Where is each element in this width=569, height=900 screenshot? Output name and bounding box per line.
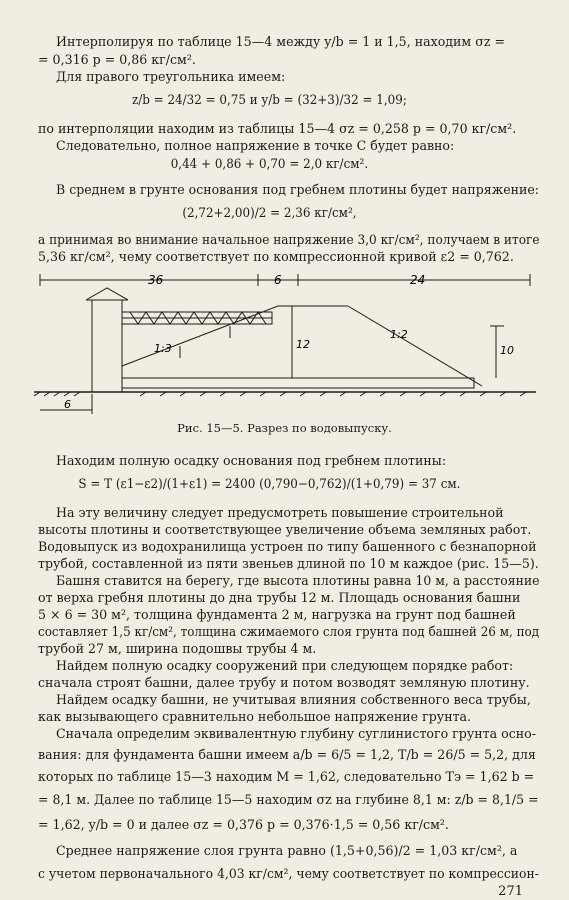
text-line-b12: Найдем полную осадку сооружений при следующем порядке работ: [56,658,514,673]
text-line-b15: как вызывающего сравнительно небольшое напряжение грунта. [38,709,472,724]
outlet-pipe [122,378,474,388]
text-line-b6: трубой, составленной из пяти звеньев длиной по 10 м каждое (рис. 15—5). [38,556,539,571]
text-line-b1: Находим полную осадку основания под гребнем плотины: [56,453,447,468]
formula-sum: 0,44 + 0,86 + 0,70 = 2,0 кг/см². [170,156,369,171]
text-line-b4: высоты плотины и соответствующее увеличение объема земляных работ. [38,522,532,537]
text-line-b3: На эту величину следует предусмотреть повышение строительной [56,505,504,520]
dim-label-6-top: 6 [274,273,282,287]
text-line-b13: сначала строят башни, далее трубу и потом возводят земляную плотину. [38,675,530,690]
formula-settlement: S = T (ε1−ε2)/(1+ε1) = 2400 (0,790−0,762)/(1+0,79) = 37 см. [78,476,461,491]
text-line-b17: вания: для фундамента башни имеем a/b = 6/5 = 1,2, T/b = 26/5 = 5,2, для [38,747,536,762]
dim-label-36: 36 [148,273,164,287]
text-line-2: = 0,316 p = 0,86 кг/см². [38,52,196,67]
figure-caption: Рис. 15—5. Разрез по водовыпуску. [177,421,392,435]
page-number: 271 [498,884,523,899]
text-line-b16: Сначала определим эквивалентную глубину суглинистого грунта осно- [56,726,536,741]
text-line-b11: трубой 27 м, ширина подошвы трубы 4 м. [38,641,317,656]
text-line-b8: от верха гребня плотины до дна трубы 12 м. Площадь основания башни [38,590,521,605]
text-line-10: а принимая во внимание начальное напряжение 3,0 кг/см², получаем в итоге [38,232,540,247]
downstream-slope [348,306,482,386]
text-line-b19: = 8,1 м. Далее по таблице 15—5 находим σz на глубине 8,1 м: z/b = 8,1/5 = [38,792,539,807]
text-line-b14: Найдем осадку башни, не учитывая влияния собственного веса трубы, [56,692,531,707]
text-line-b20: = 1,62, y/b = 0 и далее σz = 0,376 p = 0,376·1,5 = 0,56 кг/см². [38,817,449,832]
text-line-11: 5,36 кг/см², чему соответствует по компрессионной кривой ε2 = 0,762. [38,249,514,264]
dim-label-24: 24 [410,273,426,287]
text-line-6: Следовательно, полное напряжение в точке C будет равно: [56,138,455,153]
slope-label-upstream: 1:3 [154,342,172,355]
text-line-8: В среднем в грунте основания под гребнем плотины будет напряжение: [56,182,540,197]
text-line-b22: с учетом первоначального 4,03 кг/см², чему соответствует по компрессион- [38,866,539,881]
text-line-b18: которых по таблице 15—3 находим M = 1,62, следовательно Tэ = 1,62 b = [38,769,535,784]
formula-triangle: z/b = 24/32 = 0,75 и y/b = (32+3)/32 = 1,09; [131,92,407,107]
slope-label-downstream: 1:2 [390,328,408,341]
text-line-b21: Среднее напряжение слоя грунта равно (1,5+0,56)/2 = 1,03 кг/см², а [56,843,518,858]
text-line-1: Интерполируя по таблице 15—4 между y/b = 1 и 1,5, находим σz = [56,34,506,49]
dim-label-6-bottom: 6 [64,398,71,411]
dim-label-10: 10 [500,344,514,357]
dim-label-12: 12 [296,338,310,351]
upstream-slope [122,306,278,366]
formula-average: (2,72+2,00)/2 = 2,36 кг/см², [182,205,357,220]
figure-dam-outlet-section [30,266,540,416]
tower [92,300,122,392]
text-line-5: по интерполяции находим из таблицы 15—4 σz = 0,258 p = 0,70 кг/см². [38,121,517,136]
text-line-b7: Башня ставится на берегу, где высота плотины равна 10 м, а расстояние [56,573,540,588]
text-line-b10: составляет 1,5 кг/см², толщина сжимаемого слоя грунта под башней 26 м, под [38,624,540,639]
text-line-3: Для правого треугольника имеем: [56,69,286,84]
text-line-b9: 5 × 6 = 30 м², толщина фундамента 2 м, нагрузка на грунт под башней [38,607,516,622]
text-line-b5: Водовыпуск из водохранилища устроен по типу башенного с безнапорной [38,539,537,554]
